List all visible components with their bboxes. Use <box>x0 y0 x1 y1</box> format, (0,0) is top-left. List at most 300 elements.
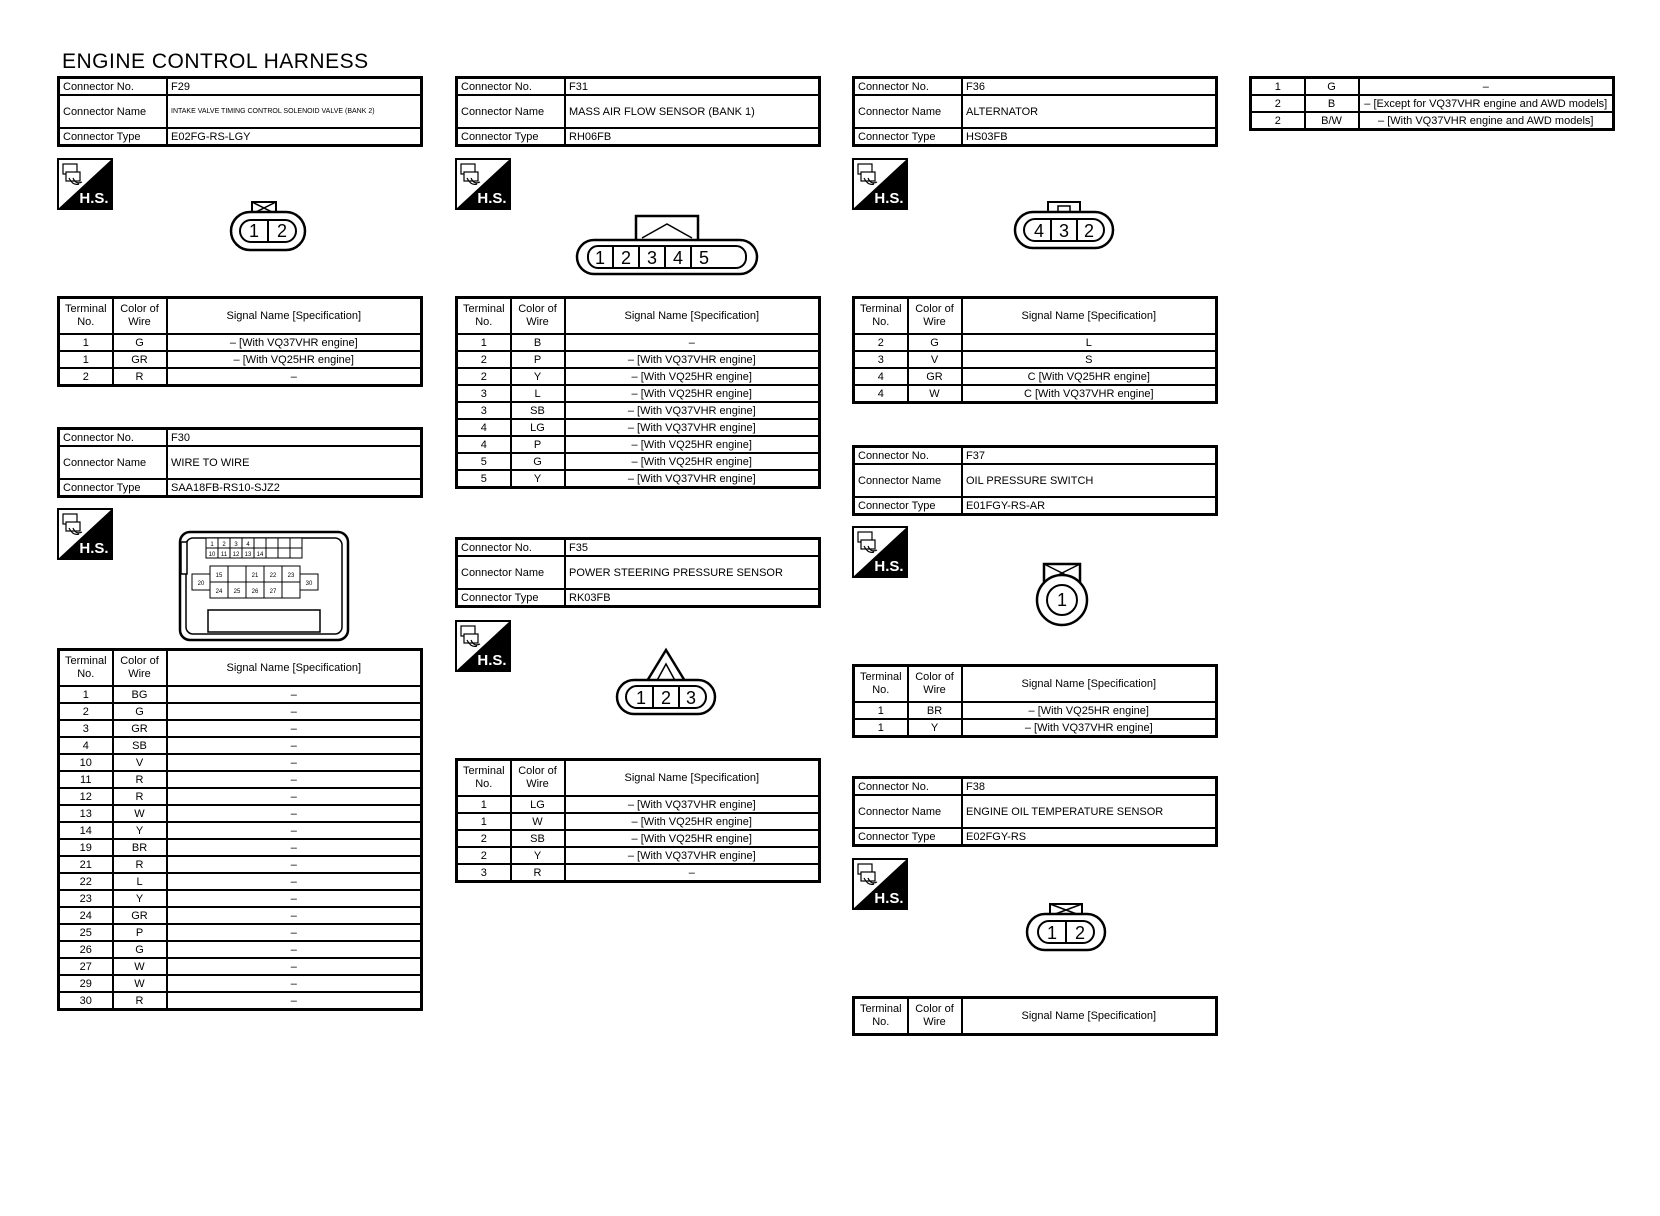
wire-color-cell: LG <box>511 419 565 436</box>
pin-label: 1 <box>594 248 606 268</box>
terminal-no-cell: 10 <box>59 754 113 771</box>
connector-type-value: RH06FB <box>565 128 820 146</box>
hs-graphic <box>852 158 908 210</box>
connector-type-label: Connector Type <box>457 589 566 607</box>
connector-f29-face <box>228 200 312 256</box>
terminal-no-cell: 2 <box>59 703 113 720</box>
signal-name-cell: – <box>167 856 422 873</box>
table-row <box>457 847 820 864</box>
connector-f36-terminal-table <box>852 296 1218 404</box>
pin-cell <box>254 538 266 548</box>
terminal-no-cell: 4 <box>457 436 511 453</box>
signal-name-cell: – [With VQ25HR engine] <box>565 368 820 385</box>
signal-name-cell: C [With VQ37VHR engine] <box>962 385 1217 403</box>
wire-color-cell: W <box>511 813 565 830</box>
signal-name-cell: – <box>167 771 422 788</box>
connector-name-value: ENGINE OIL TEMPERATURE SENSOR <box>962 795 1217 828</box>
wire-color-cell: SB <box>113 737 167 754</box>
terminal-no-cell: 1 <box>457 796 511 813</box>
table-row <box>457 351 820 368</box>
wire-color-cell: B <box>511 334 565 351</box>
color-of-wire-header: Color of Wire <box>908 998 962 1035</box>
color-of-wire-header: Color of Wire <box>908 666 962 703</box>
signal-name-cell: – <box>167 788 422 805</box>
wire-color-cell: G <box>908 334 962 351</box>
pin-label: 4 <box>1033 221 1045 241</box>
pin-cell <box>290 538 302 548</box>
pin-label: 12 <box>232 552 240 558</box>
connector-no-value: F35 <box>565 539 820 557</box>
table-row <box>457 453 820 470</box>
table-row <box>59 839 422 856</box>
terminal-no-cell: 3 <box>854 351 908 368</box>
pin-label: 14 <box>256 552 264 558</box>
pin-label: 22 <box>269 573 277 579</box>
signal-name-cell: – [With VQ25HR engine] <box>565 453 820 470</box>
pin-label: 4 <box>672 248 684 268</box>
table-row <box>457 830 820 847</box>
pin-label: 24 <box>215 589 223 595</box>
harness-side-icon <box>852 858 908 910</box>
connector-f38-face <box>1024 902 1108 954</box>
table-row <box>59 737 422 754</box>
connector-no-label: Connector No. <box>854 447 963 465</box>
signal-name-header: Signal Name [Specification] <box>167 298 422 335</box>
connector-no-label: Connector No. <box>59 78 168 96</box>
terminal-no-cell: 4 <box>59 737 113 754</box>
color-of-wire-header: Color of Wire <box>511 760 565 797</box>
terminal-no-cell: 3 <box>59 720 113 737</box>
wire-color-cell: Y <box>511 847 565 864</box>
wire-color-cell: Y <box>113 890 167 907</box>
hs-graphic <box>455 620 511 672</box>
pin-label: 1 <box>1056 590 1068 610</box>
terminal-no-cell: 1 <box>59 334 113 351</box>
color-of-wire-header: Color of Wire <box>113 650 167 687</box>
pin-cell <box>278 538 290 548</box>
wire-color-cell: B/W <box>1305 112 1359 130</box>
table-row <box>59 771 422 788</box>
connector-no-value: F38 <box>962 778 1217 796</box>
terminal-no-cell: 13 <box>59 805 113 822</box>
wire-color-cell: SB <box>511 830 565 847</box>
signal-name-cell: – [With VQ25HR engine] <box>565 385 820 402</box>
pin-label: 15 <box>215 573 223 579</box>
terminal-no-cell: 14 <box>59 822 113 839</box>
terminal-no-cell: 25 <box>59 924 113 941</box>
terminal-no-cell: 1 <box>457 813 511 830</box>
wire-color-cell: V <box>908 351 962 368</box>
pin-label: 2 <box>660 688 672 708</box>
terminal-no-cell: 2 <box>457 847 511 864</box>
terminal-no-cell: 12 <box>59 788 113 805</box>
pin-label: 3 <box>646 248 658 268</box>
table-row <box>854 702 1217 719</box>
wire-color-cell: W <box>908 385 962 403</box>
pin-label: 3 <box>685 688 697 708</box>
hs-graphic <box>57 158 113 210</box>
table-row <box>457 334 820 351</box>
terminal-no-cell: 2 <box>59 368 113 386</box>
table-row <box>59 907 422 924</box>
wire-color-cell: G <box>1305 78 1359 96</box>
signal-name-cell: S <box>962 351 1217 368</box>
connector-f38-info <box>852 776 1218 847</box>
terminal-no-cell: 1 <box>1251 78 1305 96</box>
signal-name-header: Signal Name [Specification] <box>565 298 820 335</box>
signal-name-header: Signal Name [Specification] <box>565 760 820 797</box>
terminal-no-cell: 1 <box>854 719 908 737</box>
connector-no-label: Connector No. <box>457 78 566 96</box>
signal-name-cell: – [With VQ37VHR engine] <box>565 796 820 813</box>
terminal-no-cell: 5 <box>457 453 511 470</box>
signal-name-cell: – <box>167 873 422 890</box>
connector-name-label: Connector Name <box>854 95 963 128</box>
signal-name-cell: – <box>167 805 422 822</box>
pin-label: 1 <box>210 542 214 548</box>
table-row <box>59 822 422 839</box>
terminal-no-header: Terminal No. <box>457 298 511 335</box>
signal-name-cell: – <box>1359 78 1614 96</box>
terminal-no-cell: 3 <box>457 385 511 402</box>
wire-color-cell: L <box>511 385 565 402</box>
signal-name-cell: C [With VQ25HR engine] <box>962 368 1217 385</box>
wire-color-cell: W <box>113 805 167 822</box>
pin-label: 11 <box>220 552 228 558</box>
wire-color-cell: G <box>113 941 167 958</box>
wire-color-cell: Y <box>511 368 565 385</box>
pin-label: 26 <box>251 589 259 595</box>
signal-name-cell: – <box>167 992 422 1010</box>
pin-label: 10 <box>208 552 216 558</box>
signal-name-cell: – <box>167 958 422 975</box>
hs-label: H.S. <box>874 890 904 907</box>
connector-name-value: POWER STEERING PRESSURE SENSOR <box>565 556 820 589</box>
hs-graphic <box>852 526 908 578</box>
signal-name-cell: – <box>167 368 422 386</box>
table-row <box>59 334 422 351</box>
hs-label: H.S. <box>874 558 904 575</box>
color-of-wire-header: Color of Wire <box>113 298 167 335</box>
pin-label: 23 <box>287 573 295 579</box>
connector-no-value: F31 <box>565 78 820 96</box>
connector-f31-info <box>455 76 821 147</box>
signal-name-cell: – [With VQ25HR engine] <box>565 830 820 847</box>
table-row <box>1251 112 1614 130</box>
table-row <box>457 402 820 419</box>
table-row <box>854 385 1217 403</box>
connector-name-value: INTAKE VALVE TIMING CONTROL SOLENOID VALVE (BANK 2) <box>167 95 422 128</box>
terminal-no-cell: 4 <box>854 368 908 385</box>
wire-color-cell: L <box>113 873 167 890</box>
table-row <box>59 754 422 771</box>
connector-f35-face <box>614 646 718 718</box>
pin-label: 3 <box>234 542 238 548</box>
table-row <box>854 719 1217 737</box>
connector-f35-info <box>455 537 821 608</box>
connector-name-label: Connector Name <box>854 464 963 497</box>
table-row <box>457 470 820 488</box>
connector-name-value: WIRE TO WIRE <box>167 446 422 479</box>
terminal-no-cell: 2 <box>457 830 511 847</box>
hs-graphic <box>852 858 908 910</box>
table-row <box>457 419 820 436</box>
color-of-wire-header: Color of Wire <box>908 298 962 335</box>
signal-name-cell: – <box>167 686 422 703</box>
terminal-no-cell: 19 <box>59 839 113 856</box>
signal-name-cell: – [With VQ37VHR engine] <box>565 351 820 368</box>
signal-name-cell: – <box>565 864 820 882</box>
wire-color-cell: P <box>511 436 565 453</box>
connector-f35-terminal-table <box>455 758 821 883</box>
connector-type-label: Connector Type <box>59 479 168 497</box>
wire-color-cell: BR <box>908 702 962 719</box>
connector-f31-face <box>574 212 760 278</box>
pin-label: 1 <box>248 221 260 241</box>
signal-name-cell: – [With VQ37VHR engine] <box>962 719 1217 737</box>
terminal-no-cell: 22 <box>59 873 113 890</box>
connector-name-label: Connector Name <box>59 95 168 128</box>
harness-side-icon <box>852 158 908 210</box>
connector-name-value: MASS AIR FLOW SENSOR (BANK 1) <box>565 95 820 128</box>
color-of-wire-header: Color of Wire <box>511 298 565 335</box>
wire-color-cell: Y <box>511 470 565 488</box>
table-row <box>59 975 422 992</box>
connector-no-value: F37 <box>962 447 1217 465</box>
wire-color-cell: P <box>113 924 167 941</box>
wire-color-cell: W <box>113 958 167 975</box>
hs-label: H.S. <box>477 652 507 669</box>
signal-name-cell: – <box>167 890 422 907</box>
terminal-no-header: Terminal No. <box>59 298 113 335</box>
connector-f37-info <box>852 445 1218 516</box>
table-row <box>59 992 422 1010</box>
table-row <box>59 873 422 890</box>
connector-name-value: ALTERNATOR <box>962 95 1217 128</box>
signal-name-cell: – [With VQ37VHR engine] <box>167 334 422 351</box>
pin-label: 3 <box>1058 221 1070 241</box>
terminal-no-cell: 3 <box>457 402 511 419</box>
connector-no-label: Connector No. <box>457 539 566 557</box>
connector-type-value: RK03FB <box>565 589 820 607</box>
wire-color-cell: R <box>511 864 565 882</box>
wire-color-cell: G <box>113 334 167 351</box>
connector-f36-face <box>1012 200 1116 252</box>
connector-f30-info <box>57 427 423 498</box>
hs-graphic <box>57 508 113 560</box>
table-row <box>59 924 422 941</box>
pin-label: 21 <box>251 573 259 579</box>
signal-name-header: Signal Name [Specification] <box>167 650 422 687</box>
connector-name-label: Connector Name <box>457 95 566 128</box>
signal-name-cell: – <box>167 975 422 992</box>
table-row <box>59 686 422 703</box>
pin-label: 27 <box>269 589 277 595</box>
connector-f29-info <box>57 76 423 147</box>
connector-type-value: E01FGY-RS-AR <box>962 497 1217 515</box>
signal-name-cell: – [With VQ37VHR engine] <box>565 470 820 488</box>
terminal-no-cell: 29 <box>59 975 113 992</box>
hs-label: H.S. <box>79 540 109 557</box>
table-row <box>457 796 820 813</box>
terminal-no-cell: 2 <box>1251 112 1305 130</box>
wire-color-cell: R <box>113 856 167 873</box>
terminal-no-cell: 2 <box>854 334 908 351</box>
signal-name-header: Signal Name [Specification] <box>962 998 1217 1035</box>
signal-name-cell: – <box>167 754 422 771</box>
connector-f38-terminal-table <box>852 996 1218 1036</box>
terminal-no-cell: 21 <box>59 856 113 873</box>
hs-label: H.S. <box>79 190 109 207</box>
pin-cell <box>290 548 302 558</box>
connector-type-value: E02FG-RS-LGY <box>167 128 422 146</box>
connector-name-label: Connector Name <box>457 556 566 589</box>
table-row <box>59 805 422 822</box>
table-row <box>59 958 422 975</box>
pin-label: 1 <box>1046 923 1058 943</box>
connector-type-label: Connector Type <box>854 128 963 146</box>
pin-label: 25 <box>233 589 241 595</box>
terminal-no-cell: 11 <box>59 771 113 788</box>
signal-name-cell: – <box>167 941 422 958</box>
connector-no-value: F30 <box>167 429 422 447</box>
wire-color-cell: GR <box>113 720 167 737</box>
signal-name-cell: – [With VQ25HR engine] <box>565 813 820 830</box>
signal-name-cell: – [With VQ37VHR engine] <box>565 419 820 436</box>
wire-color-cell: G <box>511 453 565 470</box>
hs-label: H.S. <box>874 190 904 207</box>
wire-color-cell: BR <box>113 839 167 856</box>
table-row <box>457 813 820 830</box>
signal-name-cell: – <box>167 720 422 737</box>
wire-color-cell: G <box>113 703 167 720</box>
terminal-no-cell: 1 <box>854 702 908 719</box>
signal-name-cell: – <box>167 703 422 720</box>
connector-no-value: F29 <box>167 78 422 96</box>
terminal-no-header: Terminal No. <box>854 998 908 1035</box>
signal-name-cell: – <box>565 334 820 351</box>
signal-name-cell: – [With VQ37VHR engine] <box>565 402 820 419</box>
terminal-no-cell: 1 <box>457 334 511 351</box>
continuation-terminal-table <box>1249 76 1615 131</box>
table-row <box>457 864 820 882</box>
connector-type-value: HS03FB <box>962 128 1217 146</box>
signal-name-header: Signal Name [Specification] <box>962 298 1217 335</box>
wire-color-cell: GR <box>113 907 167 924</box>
pin-cell <box>282 582 300 598</box>
pin-label: 2 <box>1074 923 1086 943</box>
connector-f36-info <box>852 76 1218 147</box>
connector-f37-face <box>1032 562 1092 628</box>
terminal-no-cell: 2 <box>1251 95 1305 112</box>
harness-side-icon <box>455 158 511 210</box>
hs-graphic <box>455 158 511 210</box>
wire-color-cell: P <box>511 351 565 368</box>
page-title: ENGINE CONTROL HARNESS <box>62 50 369 73</box>
terminal-no-cell: 30 <box>59 992 113 1010</box>
harness-side-icon <box>57 158 113 210</box>
wire-color-cell: SB <box>511 402 565 419</box>
signal-name-cell: – [With VQ25HR engine] <box>167 351 422 368</box>
table-row <box>1251 78 1614 96</box>
terminal-no-cell: 23 <box>59 890 113 907</box>
connector-no-label: Connector No. <box>854 778 963 796</box>
signal-name-cell: – [With VQ25HR engine] <box>565 436 820 453</box>
signal-name-cell: – <box>167 839 422 856</box>
connector-no-label: Connector No. <box>59 429 168 447</box>
wire-color-cell: R <box>113 788 167 805</box>
connector-f30-face <box>178 530 350 642</box>
table-row <box>59 720 422 737</box>
table-row <box>59 941 422 958</box>
table-row <box>457 436 820 453</box>
signal-name-cell: – [Except for VQ37VHR engine and AWD models] <box>1359 95 1614 112</box>
connector-name-label: Connector Name <box>854 795 963 828</box>
pin-cell <box>266 538 278 548</box>
wire-color-cell: LG <box>511 796 565 813</box>
terminal-no-cell: 1 <box>59 686 113 703</box>
connector-f37-terminal-table <box>852 664 1218 738</box>
wire-color-cell: GR <box>113 351 167 368</box>
terminal-no-header: Terminal No. <box>59 650 113 687</box>
terminal-no-cell: 5 <box>457 470 511 488</box>
connector-type-value: SAA18FB-RS10-SJZ2 <box>167 479 422 497</box>
connector-f29-terminal-table <box>57 296 423 387</box>
terminal-no-cell: 1 <box>59 351 113 368</box>
signal-name-cell: – [With VQ37VHR engine and AWD models] <box>1359 112 1614 130</box>
connector-type-label: Connector Type <box>854 828 963 846</box>
pin-label: 13 <box>244 552 252 558</box>
table-row <box>59 703 422 720</box>
pin-label: 30 <box>305 581 313 587</box>
wire-color-cell: Y <box>113 822 167 839</box>
signal-name-header: Signal Name [Specification] <box>962 666 1217 703</box>
connector-f30-terminal-table <box>57 648 423 1011</box>
table-row <box>457 368 820 385</box>
pin-label: 2 <box>222 542 226 548</box>
connector-type-label: Connector Type <box>457 128 566 146</box>
harness-side-icon <box>57 508 113 560</box>
connector-type-label: Connector Type <box>59 128 168 146</box>
connector-type-label: Connector Type <box>854 497 963 515</box>
connector-no-value: F36 <box>962 78 1217 96</box>
harness-side-icon <box>852 526 908 578</box>
signal-name-cell: – [With VQ37VHR engine] <box>565 847 820 864</box>
pin-cell <box>266 548 278 558</box>
connector-type-value: E02FGY-RS <box>962 828 1217 846</box>
wire-color-cell: GR <box>908 368 962 385</box>
table-row <box>59 368 422 386</box>
signal-name-cell: – <box>167 822 422 839</box>
wire-color-cell: V <box>113 754 167 771</box>
terminal-no-cell: 3 <box>457 864 511 882</box>
terminal-no-cell: 27 <box>59 958 113 975</box>
terminal-no-cell: 4 <box>457 419 511 436</box>
connector-name-value: OIL PRESSURE SWITCH <box>962 464 1217 497</box>
signal-name-cell: L <box>962 334 1217 351</box>
signal-name-cell: – <box>167 924 422 941</box>
terminal-no-header: Terminal No. <box>854 298 908 335</box>
signal-name-cell: – <box>167 907 422 924</box>
table-row <box>854 334 1217 351</box>
pin-label: 4 <box>246 542 250 548</box>
terminal-no-cell: 4 <box>854 385 908 403</box>
pin-label: 2 <box>276 221 288 241</box>
pin-label: 20 <box>197 581 205 587</box>
wire-color-cell: R <box>113 771 167 788</box>
connector-f31-terminal-table <box>455 296 821 489</box>
wire-color-cell: R <box>113 992 167 1010</box>
